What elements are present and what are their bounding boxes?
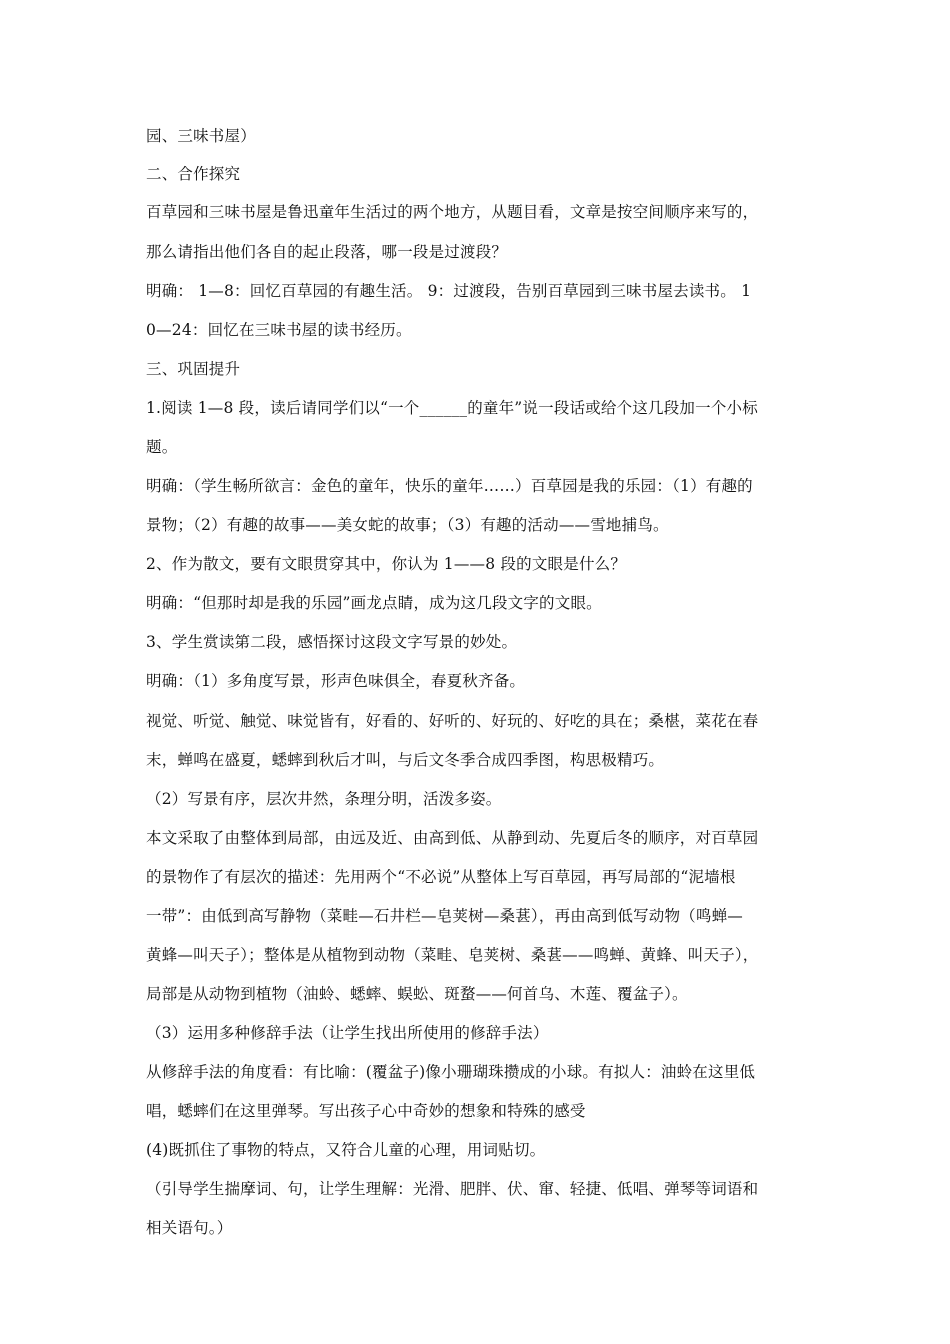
text-line-14: 3、学生赏读第二段，感悟探讨这段文字写景的妙处。 bbox=[146, 633, 518, 651]
text-line-9: 题。 bbox=[146, 438, 178, 456]
section-heading-2: 二、合作探究 bbox=[146, 165, 241, 183]
text-line-13: 明确：“但那时却是我的乐园”画龙点睛，成为这几段文字的文眼。 bbox=[146, 594, 602, 612]
text-line-8: 1.阅读 1—8 段，读后请同学们以“一个______的童年”说一段话或给个这几段加一个小标 bbox=[146, 399, 758, 417]
text-line-3: 百草园和三味书屋是鲁迅童年生活过的两个地方，从题目看，文章是按空间顺序来写的， bbox=[146, 203, 759, 221]
text-line-4: 那么请指出他们各自的起止段落，哪一段是过渡段？ bbox=[146, 243, 508, 261]
text-line-15: 明确：（1）多角度写景，形声色味俱全，春夏秋齐备。 bbox=[146, 672, 526, 690]
text-line-6: 0—24：回忆在三味书屋的读书经历。 bbox=[146, 321, 412, 339]
section-heading-3: 三、巩固提升 bbox=[146, 360, 241, 378]
text-line-11: 景物；（2）有趣的故事——美女蛇的故事；（3）有趣的活动——雪地捕鸟。 bbox=[146, 516, 669, 534]
text-line-19: 本文采取了由整体到局部，由远及近、由高到低、从静到动、先夏后冬的顺序，对百草园 bbox=[146, 829, 759, 847]
text-line-25: 从修辞手法的角度看：有比喻：(覆盆子)像小珊瑚珠攒成的小球。有拟人：油蛉在这里低 bbox=[146, 1063, 756, 1081]
text-line-29: 相关语句。） bbox=[146, 1219, 233, 1237]
text-line-20: 的景物作了有层次的描述：先用两个“不必说”从整体上写百草园，再写局部的“泥墙根 bbox=[146, 868, 736, 886]
text-line-10: 明确：（学生畅所欲言：金色的童年，快乐的童年……）百草园是我的乐园：（1）有趣的 bbox=[146, 477, 753, 495]
text-line-28: （引导学生揣摩词、句，让学生理解：光滑、肥胖、伏、窜、轻捷、低唱、弹琴等词语和 bbox=[146, 1180, 759, 1198]
text-line-21: 一带”：由低到高写静物（菜畦—石井栏—皂荚树—桑葚），再由高到低写动物（鸣蝉— bbox=[146, 907, 743, 925]
text-line-5: 明确： 1—8：回忆百草园的有趣生活。 9：过渡段，告别百草园到三味书屋去读书。 1 bbox=[146, 282, 752, 300]
text-line-16: 视觉、听觉、触觉、味觉皆有，好看的、好听的、好玩的、好吃的具在；桑椹，菜花在春 bbox=[146, 712, 759, 730]
text-line-22: 黄蜂—叫天子）；整体是从植物到动物（菜畦、皂荚树、桑葚——鸣蝉、黄蜂、叫天子）， bbox=[146, 946, 759, 964]
text-line-26: 唱，蟋蟀们在这里弹琴。写出孩子心中奇妙的想象和特殊的感受 bbox=[146, 1102, 586, 1120]
text-line-1: 园、三味书屋） bbox=[146, 127, 256, 145]
text-line-17: 末，蝉鸣在盛夏，蟋蟀到秋后才叫，与后文冬季合成四季图，构思极精巧。 bbox=[146, 751, 665, 769]
text-line-24: （3）运用多种修辞手法（让学生找出所使用的修辞手法） bbox=[146, 1024, 549, 1042]
text-line-27: (4)既抓住了事物的特点，又符合儿童的心理，用词贴切。 bbox=[146, 1141, 546, 1159]
text-line-18: （2）写景有序，层次井然，条理分明，活泼多姿。 bbox=[146, 790, 502, 808]
text-line-12: 2、作为散文，要有文眼贯穿其中，你认为 1——8 段的文眼是什么？ bbox=[146, 555, 627, 573]
text-line-23: 局部是从动物到植物（油蛉、蟋蟀、蜈蚣、斑蝥——何首乌、木莲、覆盆子）。 bbox=[146, 985, 688, 1003]
